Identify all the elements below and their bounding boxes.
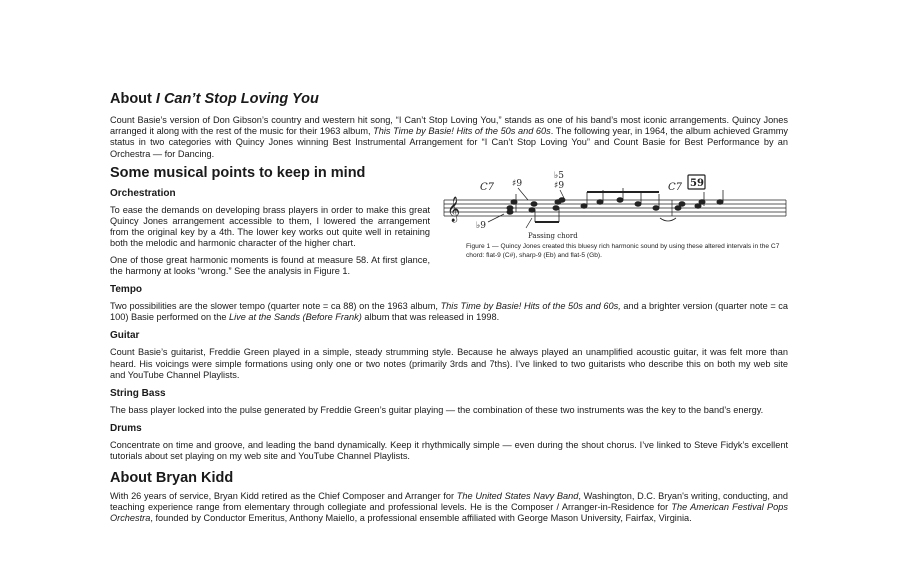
about-author-paragraph: With 26 years of service, Bryan Kidd retired as the Chief Composer and Arranger for The United States Navy Band, Washington, D.C. Bryan's writing, conducting, and teaching experience range from elementary through collegiate and professional levels. He is the Composer / Arranger-in-Residence for The American Festival Pops Orchestra, founded by Conductor Emeritus, Anthony Maiello, a professional ensemble affiliated with George Mason University, Fairfax, Virginia. bbox=[110, 490, 788, 524]
chord-symbol-2: C7 bbox=[668, 181, 683, 193]
passing-chord-label: Passing chord bbox=[528, 231, 578, 240]
measure-number: 59 bbox=[690, 177, 704, 189]
guitar-heading: Guitar bbox=[110, 330, 140, 342]
flat5-label: ♭5 bbox=[554, 170, 564, 181]
orchestration-heading: Orchestration bbox=[110, 187, 176, 199]
live-album-title: Live at the Sands (Before Frank) bbox=[229, 312, 362, 323]
drums-paragraph: Concentrate on time and groove, and leading the band dynamically. Keep it rhythmically simple — even during the shout chorus. I’ve linked to Steve Fidyk’s excellent tutorials about set playing on my web site and YouTube Channel Playlists. bbox=[110, 440, 788, 462]
document-page bbox=[110, 90, 788, 524]
chord-symbol-1: C7 bbox=[480, 181, 495, 193]
music-notation-figure bbox=[436, 164, 788, 242]
flat9-label: ♭9 bbox=[476, 220, 486, 231]
tempo-paragraph: Two possibilities are the slower tempo (quarter note = ca 88) on the 1963 album, This Time by Basie! Hits of the 50s and 60s, and a brighter version (quarter note = ca 100) Basie performed on the Live at the Sands (Before Frank) album that was released in 1998. bbox=[110, 301, 789, 323]
navy-band-name: The United States Navy Band bbox=[456, 490, 579, 501]
drums-heading: Drums bbox=[110, 423, 142, 435]
orchestration-paragraph-2: One of those great harmonic moments is found at measure 58. At first glance, the harmony at looks “wrong.” See the analysis in Figure 1. bbox=[110, 254, 430, 276]
song-title: I Can’t Stop Loving You bbox=[155, 91, 319, 107]
musical-points-row bbox=[110, 164, 788, 277]
album-title: This Time by Basie! Hits of the 50s and 60s bbox=[373, 126, 551, 137]
orchestration-paragraph-1: To ease the demands on developing brass players in order to make this great Quincy Jones arrangement accessible to them, I lowered the arrangement from the original key by a 4th. The lower key works out quite well in retaining both the melodic and harmonic character of the higher chart. bbox=[110, 204, 430, 249]
tempo-album-title: This Time by Basie! Hits of the 50s and 60s, bbox=[440, 301, 621, 312]
musical-points-left bbox=[110, 164, 430, 277]
sharp9-label-b: ♯9 bbox=[554, 180, 565, 191]
tempo-heading: Tempo bbox=[110, 284, 143, 296]
guitar-paragraph: Count Basie’s guitarist, Freddie Green played in a simple, steady strumming style. Because he always played an unamplified acoustic guitar, it was felt more than heard. His voicings were simple formations using only one or two notes (primarily 3rds and 7ths). I’ve linked to two guitarists who describe this on both my web site and YouTube Channel Playlists. bbox=[110, 347, 788, 380]
musical-points-heading: Some musical points to keep in mind bbox=[110, 164, 366, 181]
string-bass-heading: String Bass bbox=[110, 388, 166, 400]
about-song-paragraph: Count Basie’s version of Don Gibson’s country and western hit song, “I Can’t Stop Loving You,” stands as one of his band’s most iconic arrangements. Quincy Jones arranged it along with the rest of the music for their 1963 album, This Time by Basie! Hits of the 50s and 60s. The following year, in 1964, the album achieved Grammy status in two categories with Quincy Jones winning Best Instrumental Arrangement for “I Can’t Stop Loving You” and Count Basie for Best Performance by an Orchestra — for Dancing. bbox=[110, 115, 788, 159]
figure-caption: Figure 1 — Quincy Jones created this bluesy rich harmonic sound by using these altered intervals in the C7 chord: flat-9 (C#), sharp-9 (Eb) and flat-5 (Gb). bbox=[466, 242, 780, 259]
staff bbox=[444, 200, 786, 216]
pops-orchestra-name: The American Festival Pops Orchestra bbox=[110, 501, 788, 524]
about-author-heading: About Bryan Kidd bbox=[110, 469, 234, 486]
treble-clef-icon: 𝄞 bbox=[447, 196, 461, 222]
figure-1 bbox=[436, 164, 788, 272]
string-bass-paragraph: The bass player locked into the pulse generated by Freddie Green’s guitar playing — the combination of these two instruments was the key to the band’s energy. bbox=[110, 405, 764, 416]
sharp9-label-a: ♯9 bbox=[512, 178, 523, 189]
about-song-heading: About I Can’t Stop Loving You bbox=[110, 91, 319, 107]
